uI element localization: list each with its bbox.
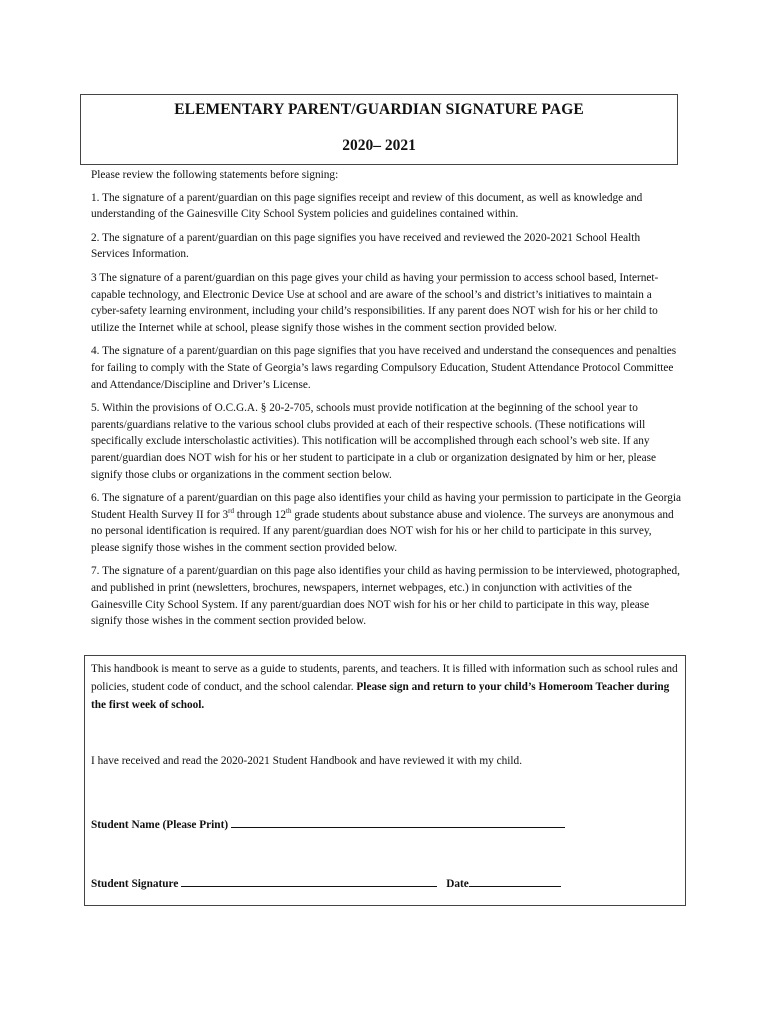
statement-1: 1. The signature of a parent/guardian on this page signifies receipt and review of this document, as well as knowledge and understanding of the Gainesville City School System policies and guidelines contained within. [91,191,643,221]
superscript-th: th [286,506,292,515]
statement-6 [91,490,681,556]
statement-7: 7. The signature of a parent/guardian on this page also identifies your child as having permission to be interviewed, photographed, and published in print (newsletters, brochures, newspapers, internet webpages, etc.) in conjunction with activities of the Gainesville City School System. If any parent/guardian does NOT wish for his or her child to participate in this way, please signify those wishes in the comment section provided below. [91,565,680,628]
statement-6-part-c: grade students about substance abuse and violence. The surveys are anonymous and no personal identification is required. If any parent/guardian does NOT wish for his or her child to participate in this survey, please signify those wishes in the comment section provided below. [91,508,674,554]
student-signature-line[interactable] [181,875,437,887]
student-signature-field [91,875,561,893]
date-label: Date [446,878,469,890]
received-statement: I have received and read the 2020-2021 Student Handbook and have reviewed it with my child. [91,755,523,767]
student-signature-label: Student Signature [91,878,182,890]
school-year: 2020– 2021 [342,137,416,154]
title-box [80,94,678,165]
statement-5: 5. Within the provisions of O.C.G.A. § 20-2-705, schools must provide notification at the beginning of the school year to parents/guardians relative to the various school clubs provided at each of their respective schools. (These notifications will specifically exclude interscholastic activities). This notification will be accomplished through each school’s web site. If any parent/guardian does NOT wish for his or her student to participate in a club or organization designated by him or her, please signify those clubs or organizations in the comment section below. [91,402,657,481]
superscript-rd: rd [228,506,234,515]
signature-box [84,655,686,906]
handbook-paragraph [91,660,679,714]
statement-4: 4. The signature of a parent/guardian on this page signifies that you have received and understand the consequences and penalties for failing to comply with the State of Georgia’s laws regarding Compulsory Education, Student Attendance Protocol Committee and Attendance/Discipline and Driver’s License. [91,345,677,391]
statements-section [91,167,681,637]
statement-2: 2. The signature of a parent/guardian on this page signifies you have received and reviewed the 2020-2021 School Health Services Information. [91,231,641,261]
page-title: ELEMENTARY PARENT/GUARDIAN SIGNATURE PAGE [174,101,584,118]
date-line[interactable] [469,875,561,887]
student-name-field [91,816,565,834]
handbook-instruction: Please sign and return to your child’s Homeroom Teacher during the first week of school. [91,681,670,711]
statement-3: 3 The signature of a parent/guardian on this page gives your child as having your permission to access school based, Internet-capable technology, and Electronic Device Use at school and are aware of the school’s and district’s initiatives to maintain a cyber-safety learning environment, including your child’s responsibilities. If any parent does NOT wish for his or her child to utilize the Internet while at school, please signify those wishes in the comment section provided below. [91,271,659,334]
statement-6-part-a: 6. The signature of a parent/guardian on this page also identifies your child as having your permission to participate in the Georgia Student Health Survey II for 3 [91,492,682,521]
student-name-line[interactable] [231,816,565,828]
handbook-text: This handbook is meant to serve as a guide to students, parents, and teachers. It is filled with information such as school rules and policies, student code of conduct, and the school calendar. [91,663,678,693]
intro-text: Please review the following statements before signing: [91,169,339,181]
statement-6-part-b: through 12 [233,508,287,521]
student-name-label: Student Name (Please Print) [91,819,231,831]
